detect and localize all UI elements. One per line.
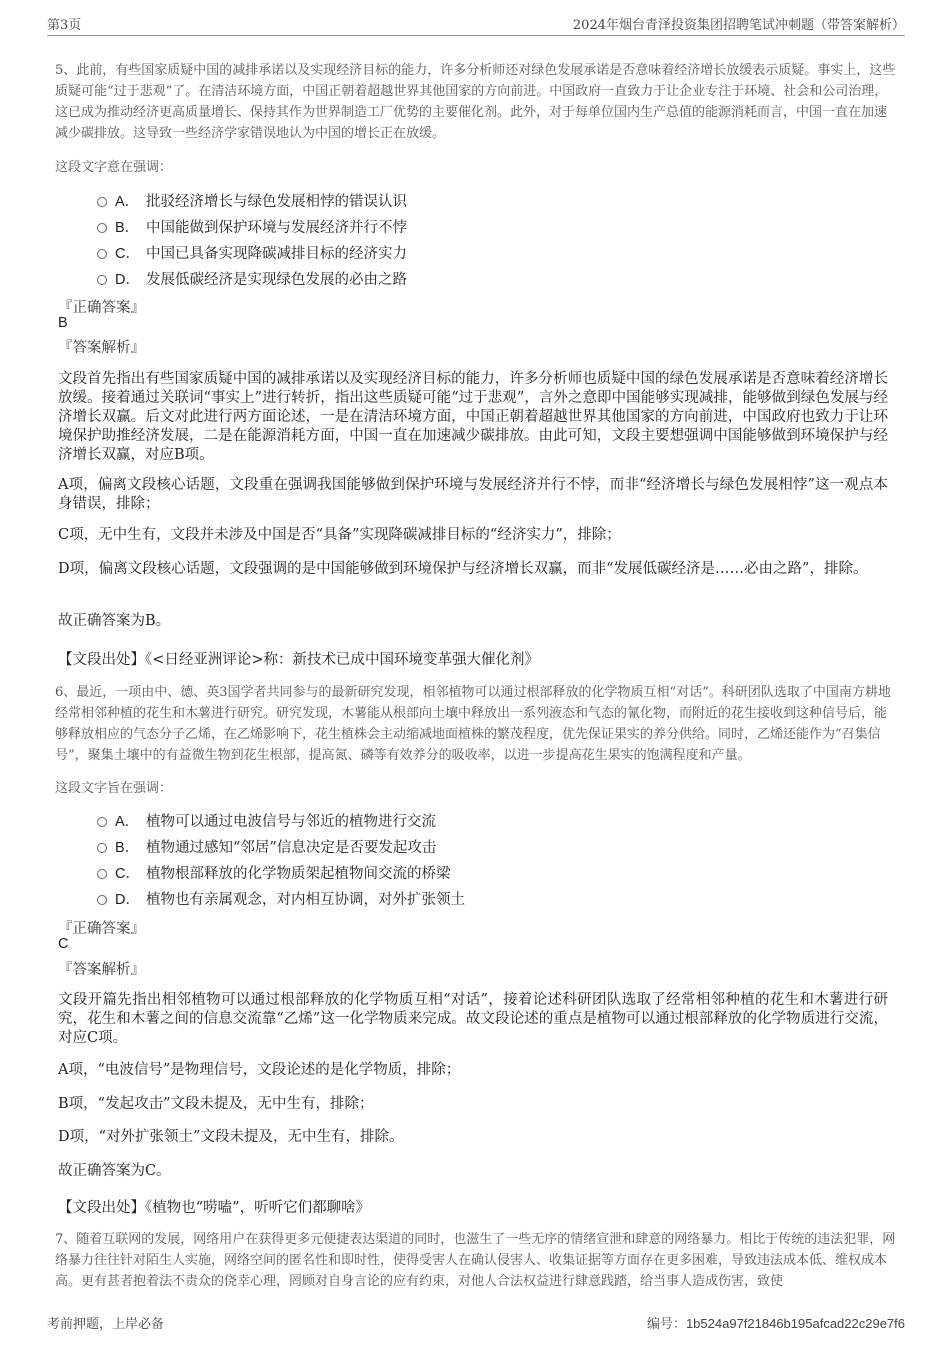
radio-icon[interactable] [97,249,107,259]
q6-analysis-p3: B项，“发起攻击”文段未提及，无中生有，排除； [58,1096,374,1112]
q6-options [97,807,797,911]
q6-option-b[interactable]: B． 植物通过感知“邻居”信息决定是否要发起攻击 [97,833,797,859]
q5-analysis-p3: C项，无中生有，文段并未涉及中国是否“具备”实现降碳减排目标的“经济实力”，排除； [58,527,621,543]
radio-icon[interactable] [97,869,107,879]
radio-icon[interactable] [97,817,107,827]
q5-option-a[interactable]: A． 批驳经济增长与绿色发展相悖的错误认识 [97,187,797,213]
q6-analysis-p5: 故正确答案为C。 [58,1163,171,1179]
q7-stem: 7、随着互联网的发展，网络用户在获得更多元便捷表达渠道的同时，也滋生了一些无序的情绪宣泄和肆意的网络暴力。相比于传统的违法犯罪，网络暴力往往针对陌生人实施，网络空间的匿名性和即时性，使得受害人在确认侵害人、收集证据等方面存在更多困难，导致违法成本低、维权成本高。更有甚者抱着法不责众的侥幸心理，罔顾对自身言论的应有约束，对他人合法权益进行肆意践踏，给当事人造成伤害，致使 [55,1232,896,1289]
radio-icon[interactable] [97,223,107,233]
q5-analysis-p2: A项，偏离文段核心话题，文段重在强调我国能够做到保护环境与发展经济并行不悖，而非“经济增长与绿色发展相悖”这一观点本身错误，排除； [58,477,888,512]
q5-analysis-p4: D项，偏离文段核心话题，文段强调的是中国能够做到环境保护与经济增长双赢，而非“发展低碳经济是……必由之路”，排除。 [58,561,868,577]
q6-analysis-tag: 『答案解析』 [58,962,145,978]
document-title: 2024年烟台青泽投资集团招聘笔试冲刺题（带答案解析） [572,18,905,33]
q5-analysis-p5: 故正确答案为B。 [58,613,171,629]
q6-option-a[interactable]: A． 植物可以通过电波信号与邻近的植物进行交流 [97,807,797,833]
q5-option-b[interactable]: B． 中国能做到保护环境与发展经济并行不悖 [97,213,797,239]
q5-analysis-tag: 『答案解析』 [58,340,145,356]
q6-analysis-p2: A项，“电波信号”是物理信号，文段论述的是化学物质，排除； [58,1062,461,1078]
q6-analysis-p4: D项，“对外扩张领土”文段未提及，无中生有，排除。 [58,1129,404,1145]
radio-icon[interactable] [97,275,107,285]
q6-option-c[interactable]: C． 植物根部释放的化学物质架起植物间交流的桥梁 [97,859,797,885]
radio-icon[interactable] [97,197,107,207]
q6-analysis-p1: 文段开篇先指出相邻植物可以通过根部释放的化学物质互相“对话”，接着论述科研团队选取了经常相邻种植的花生和木薯进行研究，花生和木薯之间的信息交流靠“乙烯”这一化学物质来完成。故文段论述的重点是植物可以通过根部释放的化学物质进行交流，对应C项。 [58,992,888,1046]
document-code: 编号：1b524a97f21846b195afcad22c29e7f6 [646,1316,905,1332]
q5-source: 【文段出处】《<日经亚洲评论>称：新技术已成中国环境变革强大催化剂》 [58,652,540,668]
q6-answer: C [58,936,69,952]
q5-option-c[interactable]: C． 中国已具备实现降碳减排目标的经济实力 [97,239,797,265]
q5-prompt: 这段文字意在强调： [55,160,173,175]
page-header [47,13,905,36]
q6-stem: 6、最近，一项由中、德、英3国学者共同参与的最新研究发现，相邻植物可以通过根部释放的化学物质互相“对话”。科研团队选取了中国南方耕地经常相邻种植的花生和木薯进行研究。研究发现，木薯能从根部向土壤中释放出一系列液态和气态的氰化物，而附近的花生接收到这种信号后，能够释放相应的气态分子乙烯，在乙烯影响下，花生植株会主动缩减地面植株的繁茂程度，优先保证果实的养分供给。同时，乙烯还能作为“召集信号”，聚集土壤中的有益微生物到花生根部，提高氮、磷等有效养分的吸收率，以进一步提高花生果实的饱满程度和产量。 [55,685,891,763]
page-footer [47,1313,905,1332]
q5-option-d[interactable]: D． 发展低碳经济是实现绿色发展的必由之路 [97,265,797,291]
q5-answer-tag: 『正确答案』 [58,300,145,316]
radio-icon[interactable] [97,895,107,905]
q6-source: 【文段出处】《植物也“唠嗑”，听听它们都聊啥》 [58,1200,371,1216]
q5-analysis-p1: 文段首先指出有些国家质疑中国的减排承诺以及实现经济目标的能力，许多分析师也质疑中国的绿色发展承诺是否意味着经济增长放缓。接着通过关联词“事实上”进行转折，指出这些质疑可能“过于悲观”，言外之意即中国能够实现减排，能够做到绿色发展与经济增长双赢。后文对此进行两方面论述，一是在清洁环境方面，中国正朝着超越世界其他国家的方向前进，中国政府也致力于让环境保护助推经济发展，二是在能源消耗方面，中国一直在加速减少碳排放。由此可知，文段主要想强调中国能够做到环境保护与经济增长双赢，对应B项。 [58,371,888,463]
q5-answer: B [58,315,68,331]
footer-slogan: 考前押题，上岸必备 [47,1317,165,1332]
q5-options [97,187,797,291]
q5-stem: 5、此前，有些国家质疑中国的减排承诺以及实现经济目标的能力，许多分析师还对绿色发展承诺是否意味着经济增长放缓表示质疑。事实上，这些质疑可能“过于悲观”了。在清洁环境方面，中国正朝着超越世界其他国家的方向前进。中国政府一直致力于让企业专注于环境、社会和公司治理，这已成为推动经济更高质量增长、保持其作为世界制造工厂优势的主要催化剂。此外，对于每单位国内生产总值的能源消耗而言，中国一直在加速减少碳排放。这导致一些经济学家错误地认为中国的增长正在放缓。 [55,63,896,141]
q6-option-d[interactable]: D． 植物也有亲属观念，对内相互协调，对外扩张领土 [97,885,797,911]
q6-answer-tag: 『正确答案』 [58,921,145,937]
q6-prompt: 这段文字旨在强调： [55,781,173,796]
radio-icon[interactable] [97,843,107,853]
page-number: 第3页 [47,18,82,33]
